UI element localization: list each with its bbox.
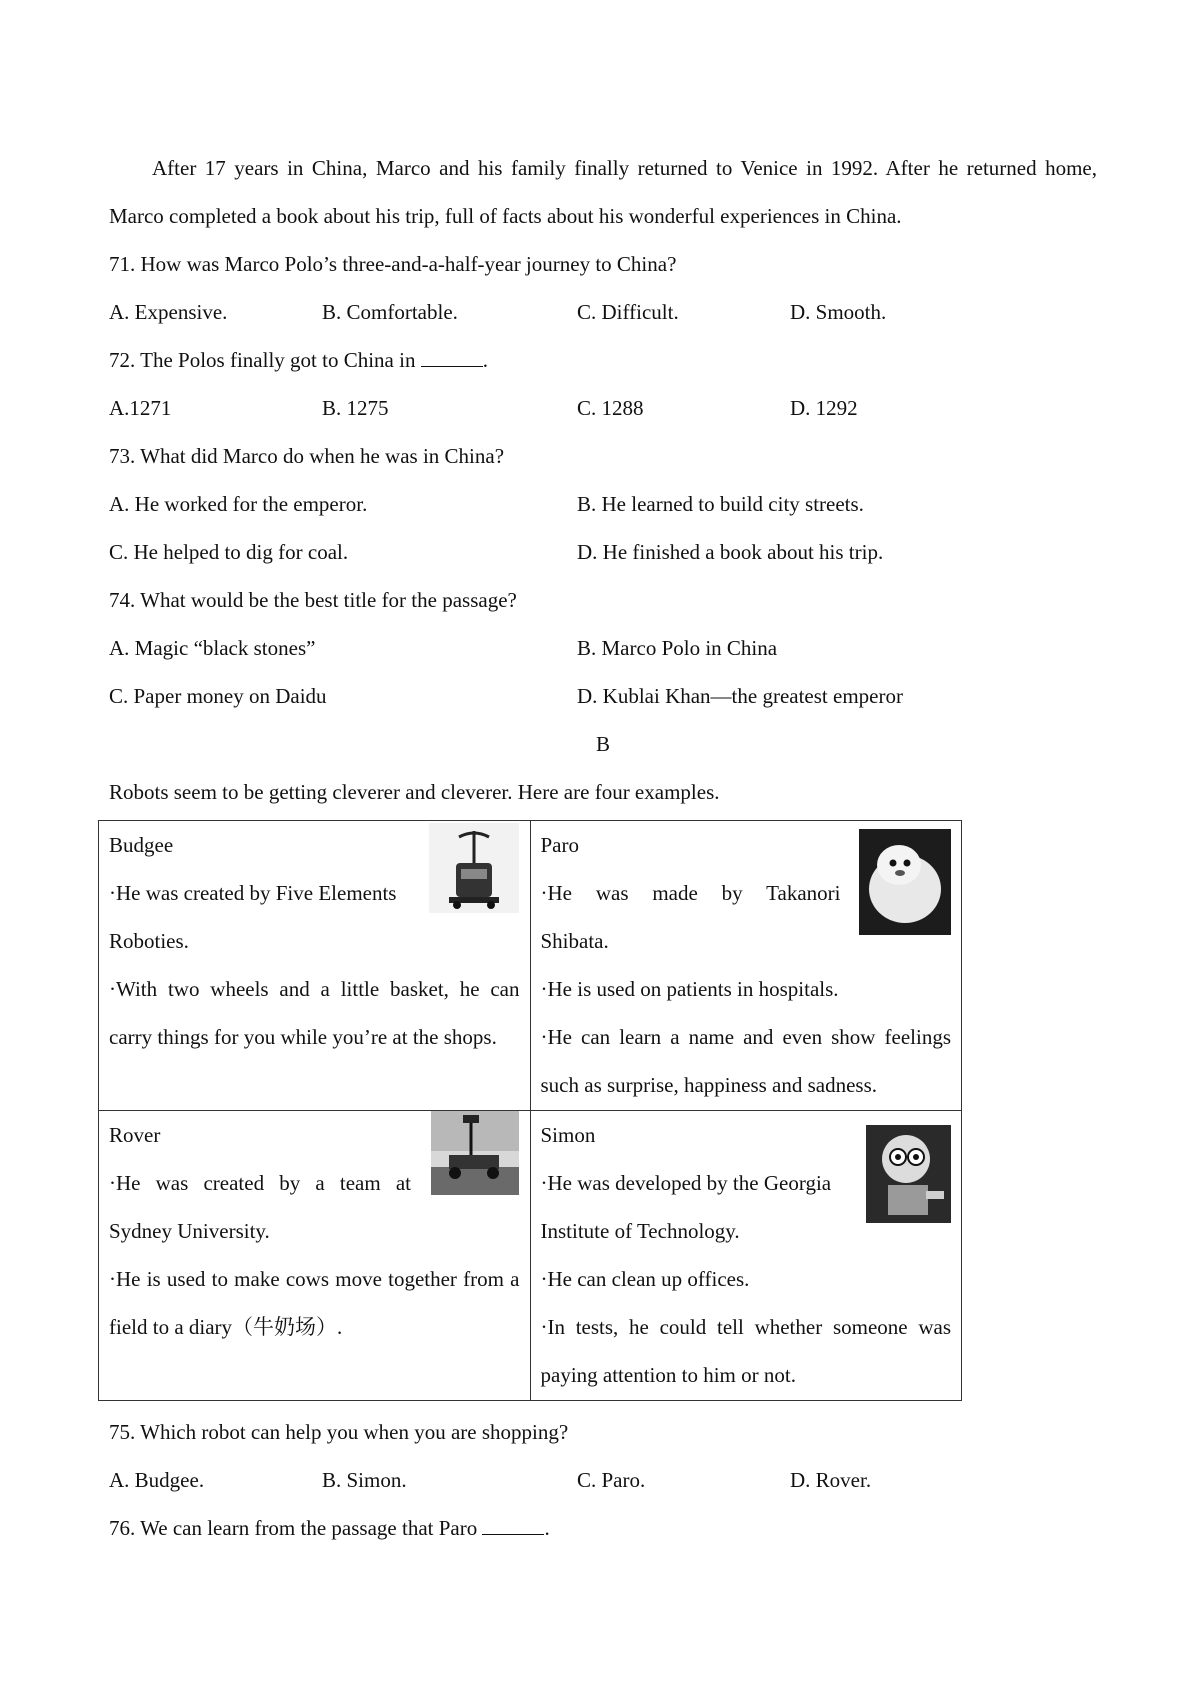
q71-option-d[interactable]: D. Smooth. [790,300,887,324]
q71-option-c[interactable]: C. Difficult. [577,300,679,324]
robot-line: carry things for you while you’re at the shops. [109,1025,497,1049]
robot-line: ·He can clean up offices. [540,1267,750,1291]
question-74 [109,586,517,614]
q72-option-a[interactable]: A.1271 [109,396,172,420]
q73-option-a[interactable]: A. He worked for the emperor. [109,492,368,516]
q75-option-c[interactable]: C. Paro. [577,1468,646,1492]
robot-line: Sydney University. [109,1219,270,1243]
robot-line: such as surprise, happiness and sadness. [540,1073,878,1097]
question-text: What did Marco do when he was in China? [140,444,505,468]
robots-table [98,820,962,1401]
robot-line: Shibata. [540,929,609,953]
question-text: What would be the best title for the passage? [140,588,517,612]
q75-option-b[interactable]: B. Simon. [322,1468,407,1492]
robot-name: Paro [540,833,579,857]
question-text: We can learn from the passage that Paro [140,1516,478,1540]
robot-cell-paro [530,821,962,1111]
q74-option-c[interactable]: C. Paper money on Daidu [109,684,327,708]
passage-line-1: After 17 years in China, Marco and his family finally returned to Venice in 1992. After he returned home, [152,156,1097,180]
robot-line: ·He is used to make cows move together from a [109,1267,520,1291]
question-75 [109,1418,568,1446]
robot-name: Simon [540,1123,596,1147]
question-number: 74. [109,588,136,612]
robot-line: ·He was created by Five Elements [109,881,397,905]
simon-robot-image [866,1125,951,1223]
section-intro: Robots seem to be getting cleverer and cleverer. Here are four examples. [109,780,720,804]
rover-robot-image [431,1111,519,1195]
robot-line: ·He was developed by the Georgia [540,1171,832,1195]
question-suffix: . [482,348,488,372]
question-text: The Polos finally got to China in [140,348,416,372]
q71-option-a[interactable]: A. Expensive. [109,300,228,324]
budgee-robot-image [429,823,519,913]
robot-line: Roboties. [109,929,189,953]
q71-option-b[interactable]: B. Comfortable. [322,300,458,324]
question-71 [109,250,676,278]
q73-option-c[interactable]: C. He helped to dig for coal. [109,540,349,564]
robot-line: field to a diary（牛奶场）. [109,1315,343,1339]
q74-option-d[interactable]: D. Kublai Khan—the greatest emperor [577,684,903,708]
question-text: Which robot can help you when you are shopping? [140,1420,569,1444]
paro-robot-image [859,829,951,935]
q72-option-b[interactable]: B. 1275 [322,396,389,420]
q73-option-d[interactable]: D. He finished a book about his trip. [577,540,884,564]
robot-cell-rover [99,1111,531,1401]
robot-line: ·He was created by a team at [109,1171,411,1195]
robot-line: ·In tests, he could tell whether someone was [540,1315,951,1339]
q73-option-b[interactable]: B. He learned to build city streets. [577,492,864,516]
robot-line: ·He can learn a name and even show feelings [540,1025,951,1049]
question-number: 75. [109,1420,136,1444]
question-number: 76. [109,1516,136,1540]
question-76 [109,1514,550,1542]
robot-cell-budgee [99,821,531,1111]
section-heading: B [596,732,611,756]
question-number: 73. [109,444,136,468]
question-text: How was Marco Polo’s three-and-a-half-year journey to China? [140,252,677,276]
question-number: 72. [109,348,136,372]
robot-line: ·He was made by Takanori [540,881,841,905]
q72-option-d[interactable]: D. 1292 [790,396,858,420]
question-number: 71. [109,252,136,276]
robot-line: paying attention to him or not. [540,1363,796,1387]
q74-option-b[interactable]: B. Marco Polo in China [577,636,778,660]
robot-line: ·He is used on patients in hospitals. [540,977,839,1001]
answer-blank[interactable] [482,1514,544,1535]
question-73 [109,442,504,470]
q75-option-a[interactable]: A. Budgee. [109,1468,205,1492]
q74-option-a[interactable]: A. Magic “black stones” [109,636,316,660]
answer-blank[interactable] [421,346,483,367]
robot-cell-simon [530,1111,962,1401]
q75-option-d[interactable]: D. Rover. [790,1468,872,1492]
question-72 [109,346,488,374]
question-suffix: . [544,1516,550,1540]
robot-name: Budgee [109,833,174,857]
robot-line: Institute of Technology. [540,1219,740,1243]
q72-option-c[interactable]: C. 1288 [577,396,644,420]
passage-line-2: Marco completed a book about his trip, full of facts about his wonderful experiences in China. [109,204,902,228]
robot-line: ·With two wheels and a little basket, he can [109,977,520,1001]
robot-name: Rover [109,1123,161,1147]
